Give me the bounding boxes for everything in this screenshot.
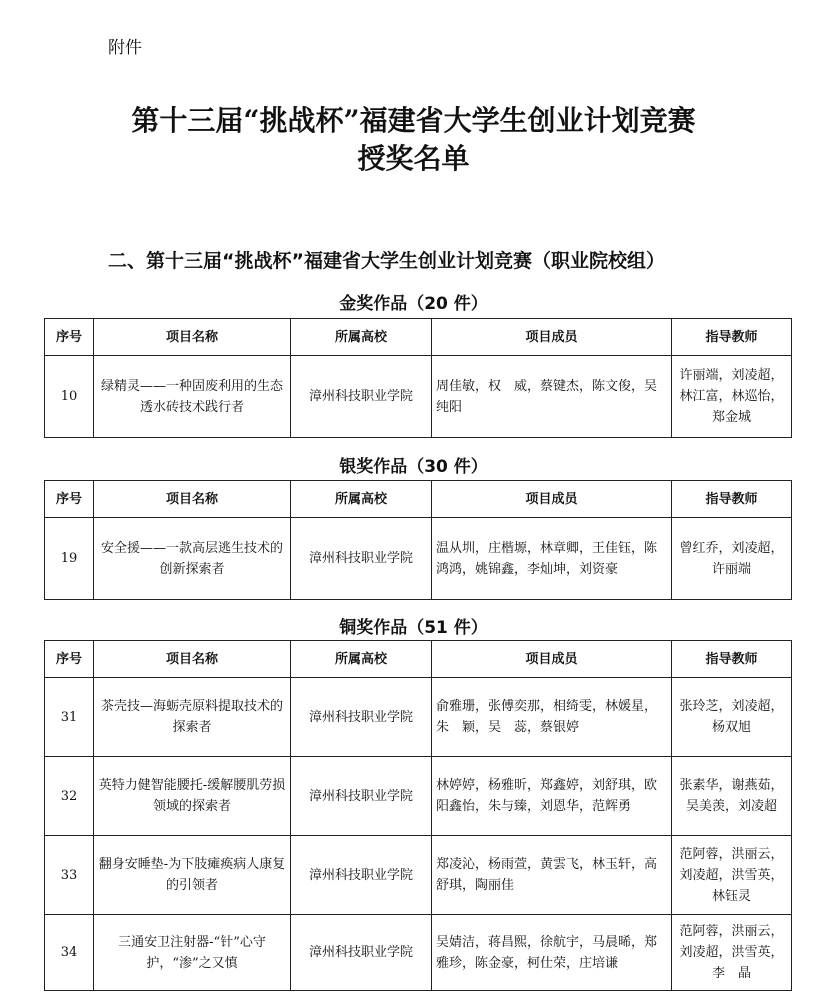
row-project: 三通安卫注射器-“针”心守护，“渗”之又慎 xyxy=(94,915,291,991)
column-header-school: 所属高校 xyxy=(291,319,432,356)
row-school: 漳州科技职业学院 xyxy=(291,757,432,836)
bronze-award-title: 铜奖作品（51 件） xyxy=(339,618,488,638)
silver-award-table xyxy=(44,480,792,600)
column-header-no: 序号 xyxy=(45,481,94,518)
row-members: 吴婧洁，蒋昌熙，徐航宇，马晨晞，郑雅珍，陈金豪，柯仕荣，庄培谦 xyxy=(432,915,672,991)
row-members: 郑凌沁，杨雨萱，黄雲飞，林玉轩，高舒琪，陶丽佳 xyxy=(432,836,672,915)
row-no: 33 xyxy=(45,836,94,915)
row-project: 安全援——一款高层逃生技术的创新探索者 xyxy=(94,518,291,600)
row-school: 漳州科技职业学院 xyxy=(291,356,432,438)
row-teachers: 曾红乔，刘凌超，许丽端 xyxy=(672,518,792,600)
column-header-members: 项目成员 xyxy=(432,641,672,678)
row-school: 漳州科技职业学院 xyxy=(291,518,432,600)
row-members: 俞雅珊，张傅奕那，相绮雯，林媛星，朱 颖，吴 蕊，蔡银婷 xyxy=(432,678,672,757)
silver-award-title: 银奖作品（30 件） xyxy=(339,457,488,477)
table-header-row xyxy=(45,641,792,678)
row-project: 英特力健智能腰托-缓解腰肌劳损领域的探索者 xyxy=(94,757,291,836)
column-header-members: 项目成员 xyxy=(432,319,672,356)
row-school: 漳州科技职业学院 xyxy=(291,678,432,757)
row-school: 漳州科技职业学院 xyxy=(291,836,432,915)
column-header-teachers: 指导教师 xyxy=(672,641,792,678)
column-header-school: 所属高校 xyxy=(291,481,432,518)
row-members: 温从圳，庄楷塬，林章卿，王佳钰，陈鸿鸿，姚锦鑫，李灿坤，刘资豪 xyxy=(432,518,672,600)
row-teachers: 张玲芝，刘凌超，杨双旭 xyxy=(672,678,792,757)
column-header-project: 项目名称 xyxy=(94,319,291,356)
attachment-label: 附件 xyxy=(108,38,142,58)
row-teachers: 范阿蓉，洪丽云，刘凌超，洪雪英，李 晶 xyxy=(672,915,792,991)
row-teachers: 范阿蓉，洪丽云，刘凌超，洪雪英，林钰灵 xyxy=(672,836,792,915)
document-title-line1: 第十三届“挑战杯”福建省大学生创业计划竞赛 xyxy=(131,104,696,137)
column-header-no: 序号 xyxy=(45,641,94,678)
row-teachers: 张素华，谢燕茹，吴美羡，刘凌超 xyxy=(672,757,792,836)
row-school: 漳州科技职业学院 xyxy=(291,915,432,991)
row-project: 茶壳技—海蛎壳原料提取技术的探索者 xyxy=(94,678,291,757)
row-no: 19 xyxy=(45,518,94,600)
table-row xyxy=(45,836,792,915)
table-row xyxy=(45,678,792,757)
column-header-school: 所属高校 xyxy=(291,641,432,678)
column-header-teachers: 指导教师 xyxy=(672,319,792,356)
row-members: 周佳敏，权 威，蔡键杰，陈文俊，吴纯阳 xyxy=(432,356,672,438)
table-row xyxy=(45,915,792,991)
row-no: 32 xyxy=(45,757,94,836)
table-header-row xyxy=(45,481,792,518)
row-no: 10 xyxy=(45,356,94,438)
row-members: 林婷婷，杨雅昕，郑鑫婷，刘舒琪，欧阳鑫怡，朱与臻，刘恩华，范辉勇 xyxy=(432,757,672,836)
bronze-award-table xyxy=(44,640,792,991)
gold-award-title: 金奖作品（20 件） xyxy=(339,294,488,314)
column-header-no: 序号 xyxy=(45,319,94,356)
row-teachers: 许丽端，刘凌超，林江富，林巡怡，郑金城 xyxy=(672,356,792,438)
table-row xyxy=(45,356,792,438)
column-header-teachers: 指导教师 xyxy=(672,481,792,518)
section-heading: 二、第十三届“挑战杯”福建省大学生创业计划竞赛（职业院校组） xyxy=(108,250,665,272)
row-project: 绿精灵——一种固废利用的生态透水砖技术践行者 xyxy=(94,356,291,438)
row-project: 翻身安睡垫-为下肢瘫痪病人康复的引领者 xyxy=(94,836,291,915)
table-row xyxy=(45,757,792,836)
column-header-members: 项目成员 xyxy=(432,481,672,518)
row-no: 34 xyxy=(45,915,94,991)
gold-award-table xyxy=(44,318,792,438)
table-header-row xyxy=(45,319,792,356)
row-no: 31 xyxy=(45,678,94,757)
document-title-line2: 授奖名单 xyxy=(357,142,470,175)
table-row xyxy=(45,518,792,600)
column-header-project: 项目名称 xyxy=(94,641,291,678)
column-header-project: 项目名称 xyxy=(94,481,291,518)
